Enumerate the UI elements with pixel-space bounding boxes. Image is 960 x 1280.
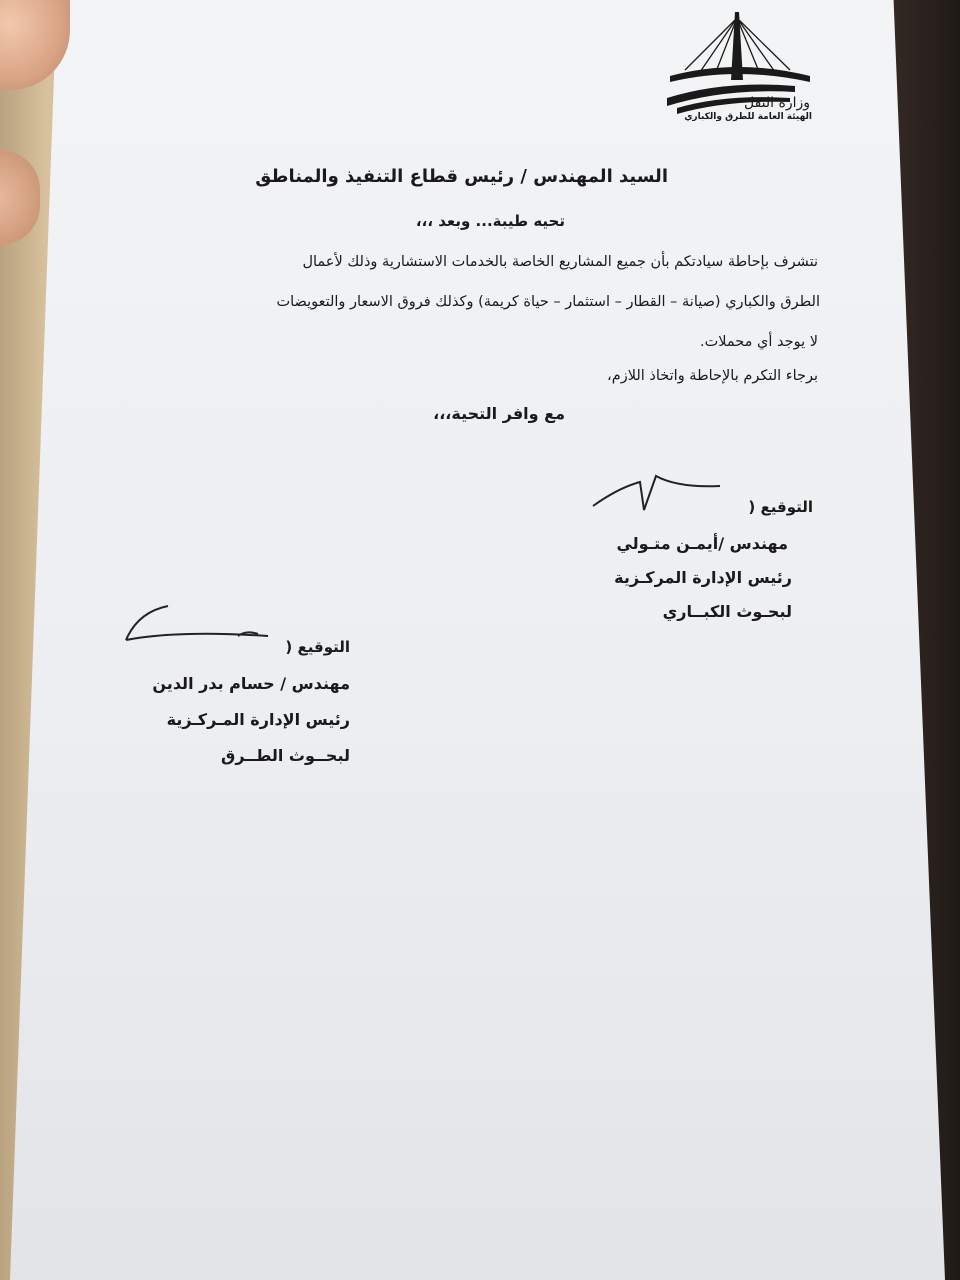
signature-2-scribble bbox=[118, 600, 278, 650]
signature-2-title: رئيس الإدارة المـركـزية bbox=[166, 710, 350, 729]
ministry-name: وزارة النقل bbox=[743, 95, 810, 111]
addressee: السيد المهندس / رئيس قطاع التنفيذ والمناطق bbox=[255, 166, 668, 187]
signature-1-label: التوقيع ( bbox=[748, 498, 813, 516]
body-line-3: لا يوجد أي محملات. bbox=[700, 334, 818, 350]
signature-1-scribble bbox=[588, 468, 728, 518]
signature-2-label: التوقيع ( bbox=[285, 638, 350, 656]
signature-2-name: مهندس / حسام بدر الدين bbox=[152, 674, 350, 693]
request-line: برجاء التكرم بالإحاطة واتخاذ اللازم، bbox=[607, 368, 818, 384]
signature-1-dept: لبحـوث الكبــاري bbox=[662, 602, 792, 621]
greeting: تحيه طيبة... وبعد ،،، bbox=[415, 212, 565, 230]
body-line-1: نتشرف بإحاطة سيادتكم بأن جميع المشاريع الخاصة بالخدمات الاستشارية وذلك لأعمال bbox=[302, 254, 818, 270]
signature-2-dept: لبحــوث الطــرق bbox=[221, 746, 350, 765]
closing: مع وافر التحية،،، bbox=[433, 404, 565, 423]
body-line-2: الطرق والكباري (صيانة – القطار – استثمار – حياة كريمة) وكذلك فروق الاسعار والتعويضات bbox=[276, 294, 820, 310]
signature-1-name: مهندس /أيمـن متـولي bbox=[616, 534, 788, 553]
authority-name: الهيئة العامة للطرق والكباري bbox=[684, 112, 812, 122]
signature-1-title: رئيس الإدارة المركـزية bbox=[614, 568, 792, 587]
